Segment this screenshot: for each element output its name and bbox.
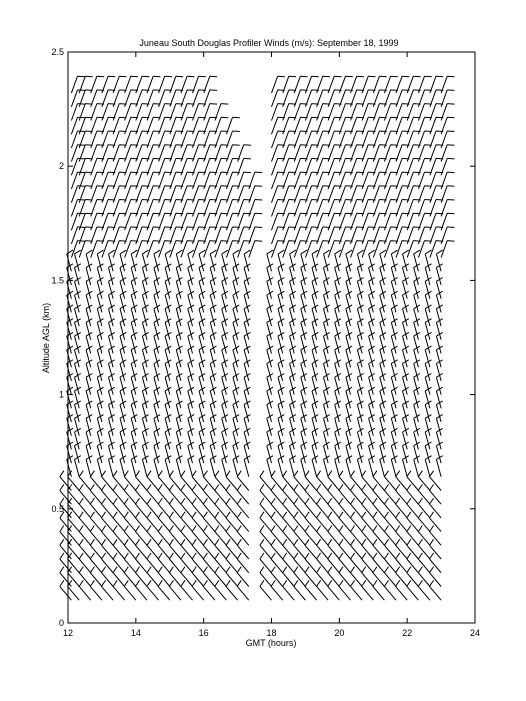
barbs-layer <box>60 76 455 600</box>
wind-barb <box>267 250 273 271</box>
x-tick-label: 12 <box>62 628 74 638</box>
wind-barb <box>380 250 386 271</box>
wind-barb <box>430 580 442 600</box>
wind-barb <box>79 580 91 600</box>
y-tick-label: 2 <box>58 161 64 172</box>
wind-barb <box>339 580 351 600</box>
wind-barb <box>351 580 363 600</box>
wind-barb <box>203 580 215 600</box>
wind-barb <box>324 250 330 271</box>
wind-barb <box>154 250 160 271</box>
wind-barb <box>414 250 420 271</box>
wind-barb <box>346 250 352 271</box>
wind-barb <box>290 250 296 271</box>
wind-barb <box>301 250 307 271</box>
wind-barb <box>391 250 397 271</box>
wind-barb <box>233 250 239 271</box>
wind-barb <box>124 580 136 600</box>
wind-barb <box>362 580 374 600</box>
x-tick-label: 22 <box>402 628 413 638</box>
x-axis <box>63 52 480 638</box>
wind-barb <box>71 241 84 258</box>
wind-barb <box>436 250 442 271</box>
wind-barb <box>294 580 306 600</box>
wind-barb <box>441 241 454 258</box>
wind-barb <box>384 580 396 600</box>
wind-barb <box>425 250 431 271</box>
wind-barb <box>357 250 363 271</box>
wind-barb <box>158 580 170 600</box>
wind-barb <box>192 580 204 600</box>
x-tick-label: 18 <box>266 628 277 638</box>
wind-barb <box>222 250 228 271</box>
y-tick-label: 1.5 <box>51 275 64 286</box>
wind-barb <box>278 250 284 271</box>
y-axis-label: Altitude AGL (km) <box>41 302 51 374</box>
wind-barb <box>305 580 317 600</box>
wind-barb <box>102 580 114 600</box>
wind-barb <box>369 250 375 271</box>
wind-barb <box>373 580 385 600</box>
y-tick-label: 2.5 <box>51 47 64 57</box>
wind-barb <box>249 241 262 258</box>
x-tick-label: 20 <box>334 628 345 638</box>
wind-barb <box>237 580 249 600</box>
wind-barb <box>260 580 272 600</box>
wind-barb <box>136 580 148 600</box>
wind-barb <box>317 580 329 600</box>
x-tick-label: 14 <box>130 628 141 638</box>
y-tick-label: 1 <box>58 389 64 400</box>
wind-barb <box>403 250 409 271</box>
wind-barb <box>120 250 126 271</box>
wind-barb <box>147 580 159 600</box>
wind-barb <box>271 580 283 600</box>
wind-barb <box>86 250 92 271</box>
wind-barb <box>396 580 408 600</box>
wind-barb <box>131 250 137 271</box>
x-tick-label: 16 <box>198 628 209 638</box>
wind-barb <box>328 580 340 600</box>
wind-barb <box>244 250 250 271</box>
wind-barb <box>97 250 103 271</box>
wind-barb <box>109 250 115 271</box>
wind-barb <box>199 250 205 271</box>
wind-barb <box>90 580 102 600</box>
wind-barb <box>283 580 295 600</box>
wind-barb <box>215 580 227 600</box>
wind-barb <box>210 250 216 271</box>
x-axis-label: GMT (hours) <box>245 638 297 648</box>
wind-barb <box>312 250 318 271</box>
wind-barb <box>181 580 193 600</box>
chart-title: Juneau South Douglas Profiler Winds (m/s): September 18, 1999 <box>139 38 399 48</box>
y-tick-label: 0 <box>58 618 64 628</box>
wind-barb <box>335 250 341 271</box>
wind-barb <box>418 580 430 600</box>
wind-barb <box>75 250 81 271</box>
wind-barb <box>407 580 419 600</box>
y-tick-label: 0.5 <box>51 503 64 514</box>
wind-barb <box>226 580 238 600</box>
x-tick-label: 24 <box>469 628 481 638</box>
wind-barb <box>165 250 171 271</box>
wind-barb <box>176 250 182 271</box>
wind-barb <box>188 250 194 271</box>
wind-barb <box>169 580 181 600</box>
wind-barb <box>142 250 148 271</box>
wind-barb <box>113 580 125 600</box>
